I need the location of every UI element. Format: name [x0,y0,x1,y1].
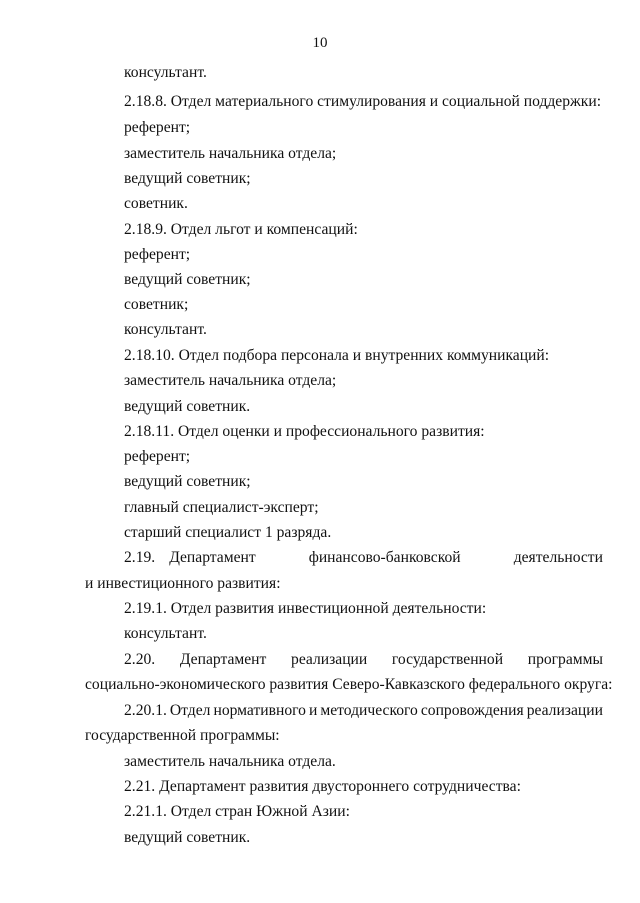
text-line: референт; [124,448,191,465]
heading-word: 2.19. [124,549,156,566]
text-line: референт; [124,246,191,263]
text-line: консультант. [124,321,207,338]
heading-word: финансово-банковской [308,549,461,566]
heading-word: реализации [291,651,368,668]
text-line: советник. [124,195,188,212]
text-line: государственной программы: [85,727,280,744]
text-line: ведущий советник; [124,473,251,490]
text-line: ведущий советник. [124,398,251,415]
section-heading [124,702,603,720]
text-line: советник; [124,296,189,313]
text-line: ведущий советник; [124,271,251,288]
section-heading: 2.18.9. Отдел льгот и компенсаций: [124,221,358,238]
section-heading [124,651,603,669]
text-line: заместитель начальника отдела. [124,753,336,770]
section-heading [124,549,603,567]
text-line: ведущий советник; [124,170,251,187]
heading-word: государственной [391,651,504,668]
text-line: старший специалист 1 разряда. [124,524,332,541]
section-heading: 2.21. Департамент развития двустороннего сотрудничества: [124,778,521,795]
text-line: ведущий советник. [124,829,251,846]
heading-word: программы [527,651,603,668]
text-line: и инвестиционного развития: [85,575,281,592]
heading-word: Отдел [169,702,211,719]
text-line: консультант. [124,625,207,642]
heading-word: 2.20. [124,651,156,668]
heading-word: методического [320,702,418,719]
text-line: главный специалист-эксперт; [124,499,319,516]
section-heading: 2.19.1. Отдел развития инвестиционной деятельности: [124,600,487,617]
section-heading: 2.18.10. Отдел подбора персонала и внутренних коммуникаций: [124,347,550,364]
heading-word: 2.20.1. [124,702,167,719]
heading-word: и [308,702,318,719]
heading-word: деятельности [513,549,603,566]
text-line: консультант. [124,64,207,81]
text-line: заместитель начальника отдела; [124,145,337,162]
section-heading: 2.18.11. Отдел оценки и профессионального развития: [124,423,485,440]
text-line: социально-экономического развития Северо-Кавказского федерального округа: [85,676,613,693]
section-heading: 2.18.8. Отдел материального стимулирования и социальной поддержки: [124,93,602,110]
heading-word: сопровождения [420,702,524,719]
heading-word: нормативного [213,702,306,719]
page-number: 10 [312,35,328,51]
heading-word: Департамент [179,651,267,668]
section-heading: 2.21.1. Отдел стран Южной Азии: [124,803,350,820]
text-line: референт; [124,119,191,136]
text-line: заместитель начальника отдела; [124,372,337,389]
heading-word: Департамент [169,549,256,566]
heading-word: реализации [526,702,603,719]
